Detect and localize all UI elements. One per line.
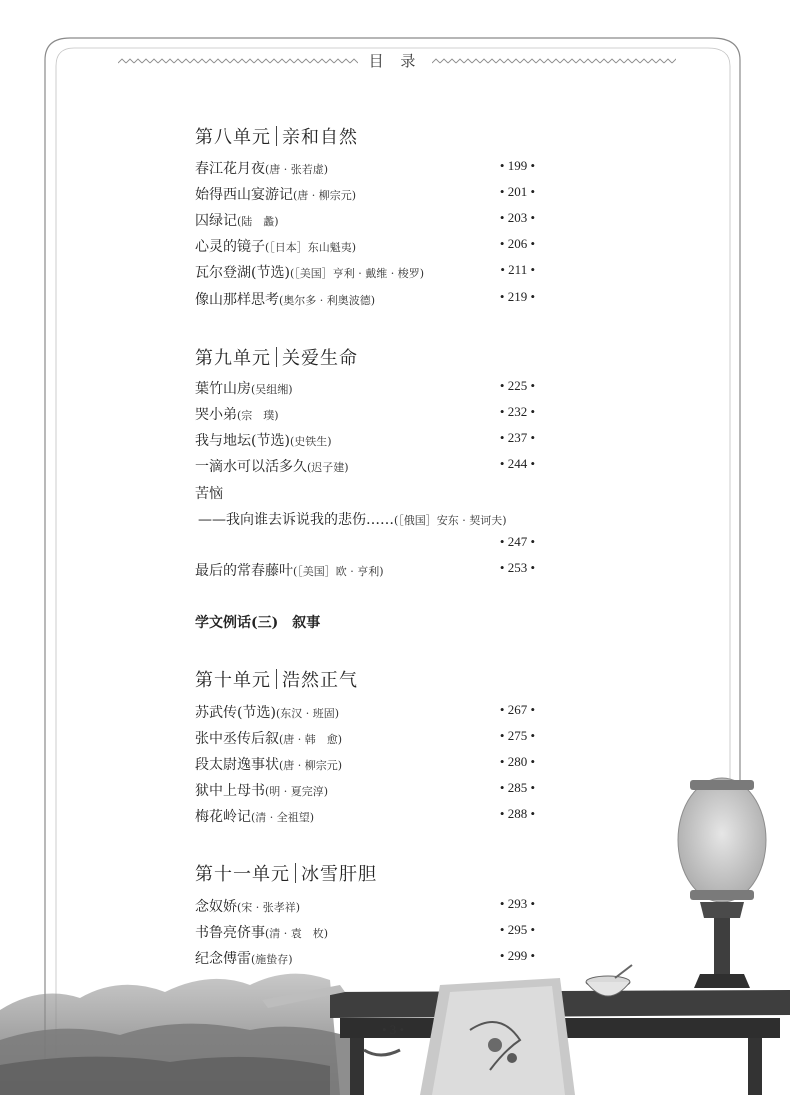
toc-entry[interactable]: 纪念傅雷(施蛰存) • 299 • xyxy=(195,948,535,967)
page-ref: • 288 • xyxy=(499,806,535,821)
toc-entry[interactable]: 春江花月夜(唐 · 张若虚) • 199 • xyxy=(195,158,535,177)
unit-theme: 冰雪肝胆 xyxy=(301,864,377,885)
toc-entry[interactable]: 哭小弟(宗 璞) • 232 • xyxy=(195,404,535,423)
toc-entry[interactable]: 心灵的镜子(［日本］东山魁夷) • 206 • xyxy=(195,236,535,255)
page-ref: • 285 • xyxy=(499,780,535,795)
page-ref: • 199 • xyxy=(499,158,535,173)
unit-theme: 亲和自然 xyxy=(282,127,358,148)
toc-entry[interactable]: 我与地坛(节选)(史铁生) • 237 • xyxy=(195,430,535,449)
page-ref: • 232 • xyxy=(499,404,535,419)
toc-entry[interactable]: 张中丞传后叙(唐 · 韩 愈) • 275 • xyxy=(195,728,535,747)
unit-theme: 浩然正气 xyxy=(282,670,358,691)
page-ref: • 275 • xyxy=(499,728,535,743)
toc-entry[interactable]: 梅花岭记(清 · 全祖望) • 288 • xyxy=(195,806,535,825)
page-ref: • 237 • xyxy=(499,430,535,445)
page-ref: • 206 • xyxy=(499,236,535,251)
toc-entry-subtitle[interactable]: ——我向谁去诉说我的悲伤……(［俄国］安东 · 契诃夫) xyxy=(198,512,507,528)
page-ref: • 267 • xyxy=(499,702,535,717)
study-heading[interactable]: 学文例话(三) 叙事 xyxy=(195,615,321,631)
page-ref: • 280 • xyxy=(499,754,535,769)
unit-number: 第八单元 xyxy=(195,127,271,148)
toc-entry[interactable]: 始得西山宴游记(唐 · 柳宗元) • 201 • xyxy=(195,184,535,203)
toc-entry[interactable]: 葉竹山房(吴组缃) • 225 • xyxy=(195,378,535,397)
page-ref: • 225 • xyxy=(499,378,535,393)
page-ref: • 244 • xyxy=(499,456,535,471)
toc-entry[interactable]: 囚绿记(陆 蠡) • 203 • xyxy=(195,210,535,229)
unit-theme: 关爱生命 xyxy=(282,348,358,369)
toc-entry[interactable]: 狱中上母书(明 · 夏完淳) • 285 • xyxy=(195,780,535,799)
toc-entry[interactable]: 念奴娇(宋 · 张孝祥) • 293 • xyxy=(195,896,535,915)
page-ref: • 203 • xyxy=(499,210,535,225)
page-number: • 3 • xyxy=(382,1022,405,1037)
page-ref: • 219 • xyxy=(499,289,535,304)
unit-number: 第十单元 xyxy=(195,670,271,691)
toc-entry[interactable]: 瓦尔登湖(节选)(［美国］亨利 · 戴维 · 梭罗) • 211 • xyxy=(195,262,535,281)
unit-number: 第九单元 xyxy=(195,348,271,369)
toc-entry[interactable]: 苏武传(节选)(东汉 · 班固) • 267 • xyxy=(195,702,535,721)
page-ref: • 201 • xyxy=(499,184,535,199)
page-ref: • 293 • xyxy=(499,896,535,911)
toc-entry[interactable]: 书鲁亮侪事(清 · 袁 枚) • 295 • xyxy=(195,922,535,941)
page-ref: • 247 • xyxy=(499,534,535,549)
toc-entry[interactable]: 一滴水可以活多久(迟子建) • 244 • xyxy=(195,456,535,475)
toc-entry[interactable]: 像山那样思考(奥尔多 · 利奥波德) • 219 • xyxy=(195,289,535,308)
unit-number: 第十一单元 xyxy=(195,864,290,885)
header-title: 目 录 xyxy=(368,52,422,70)
toc-entry[interactable]: 段太尉逸事状(唐 · 柳宗元) • 280 • xyxy=(195,754,535,773)
toc-entry[interactable]: 苦恼 xyxy=(195,486,223,502)
page-ref: • 253 • xyxy=(499,560,535,575)
page-ref: • 211 • xyxy=(500,262,535,277)
page-ref: • 299 • xyxy=(499,948,535,963)
toc-entry[interactable]: 最后的常春藤叶(［美国］欧 · 亨利) • 253 • xyxy=(195,560,535,579)
page-ref: • 295 • xyxy=(499,922,535,937)
